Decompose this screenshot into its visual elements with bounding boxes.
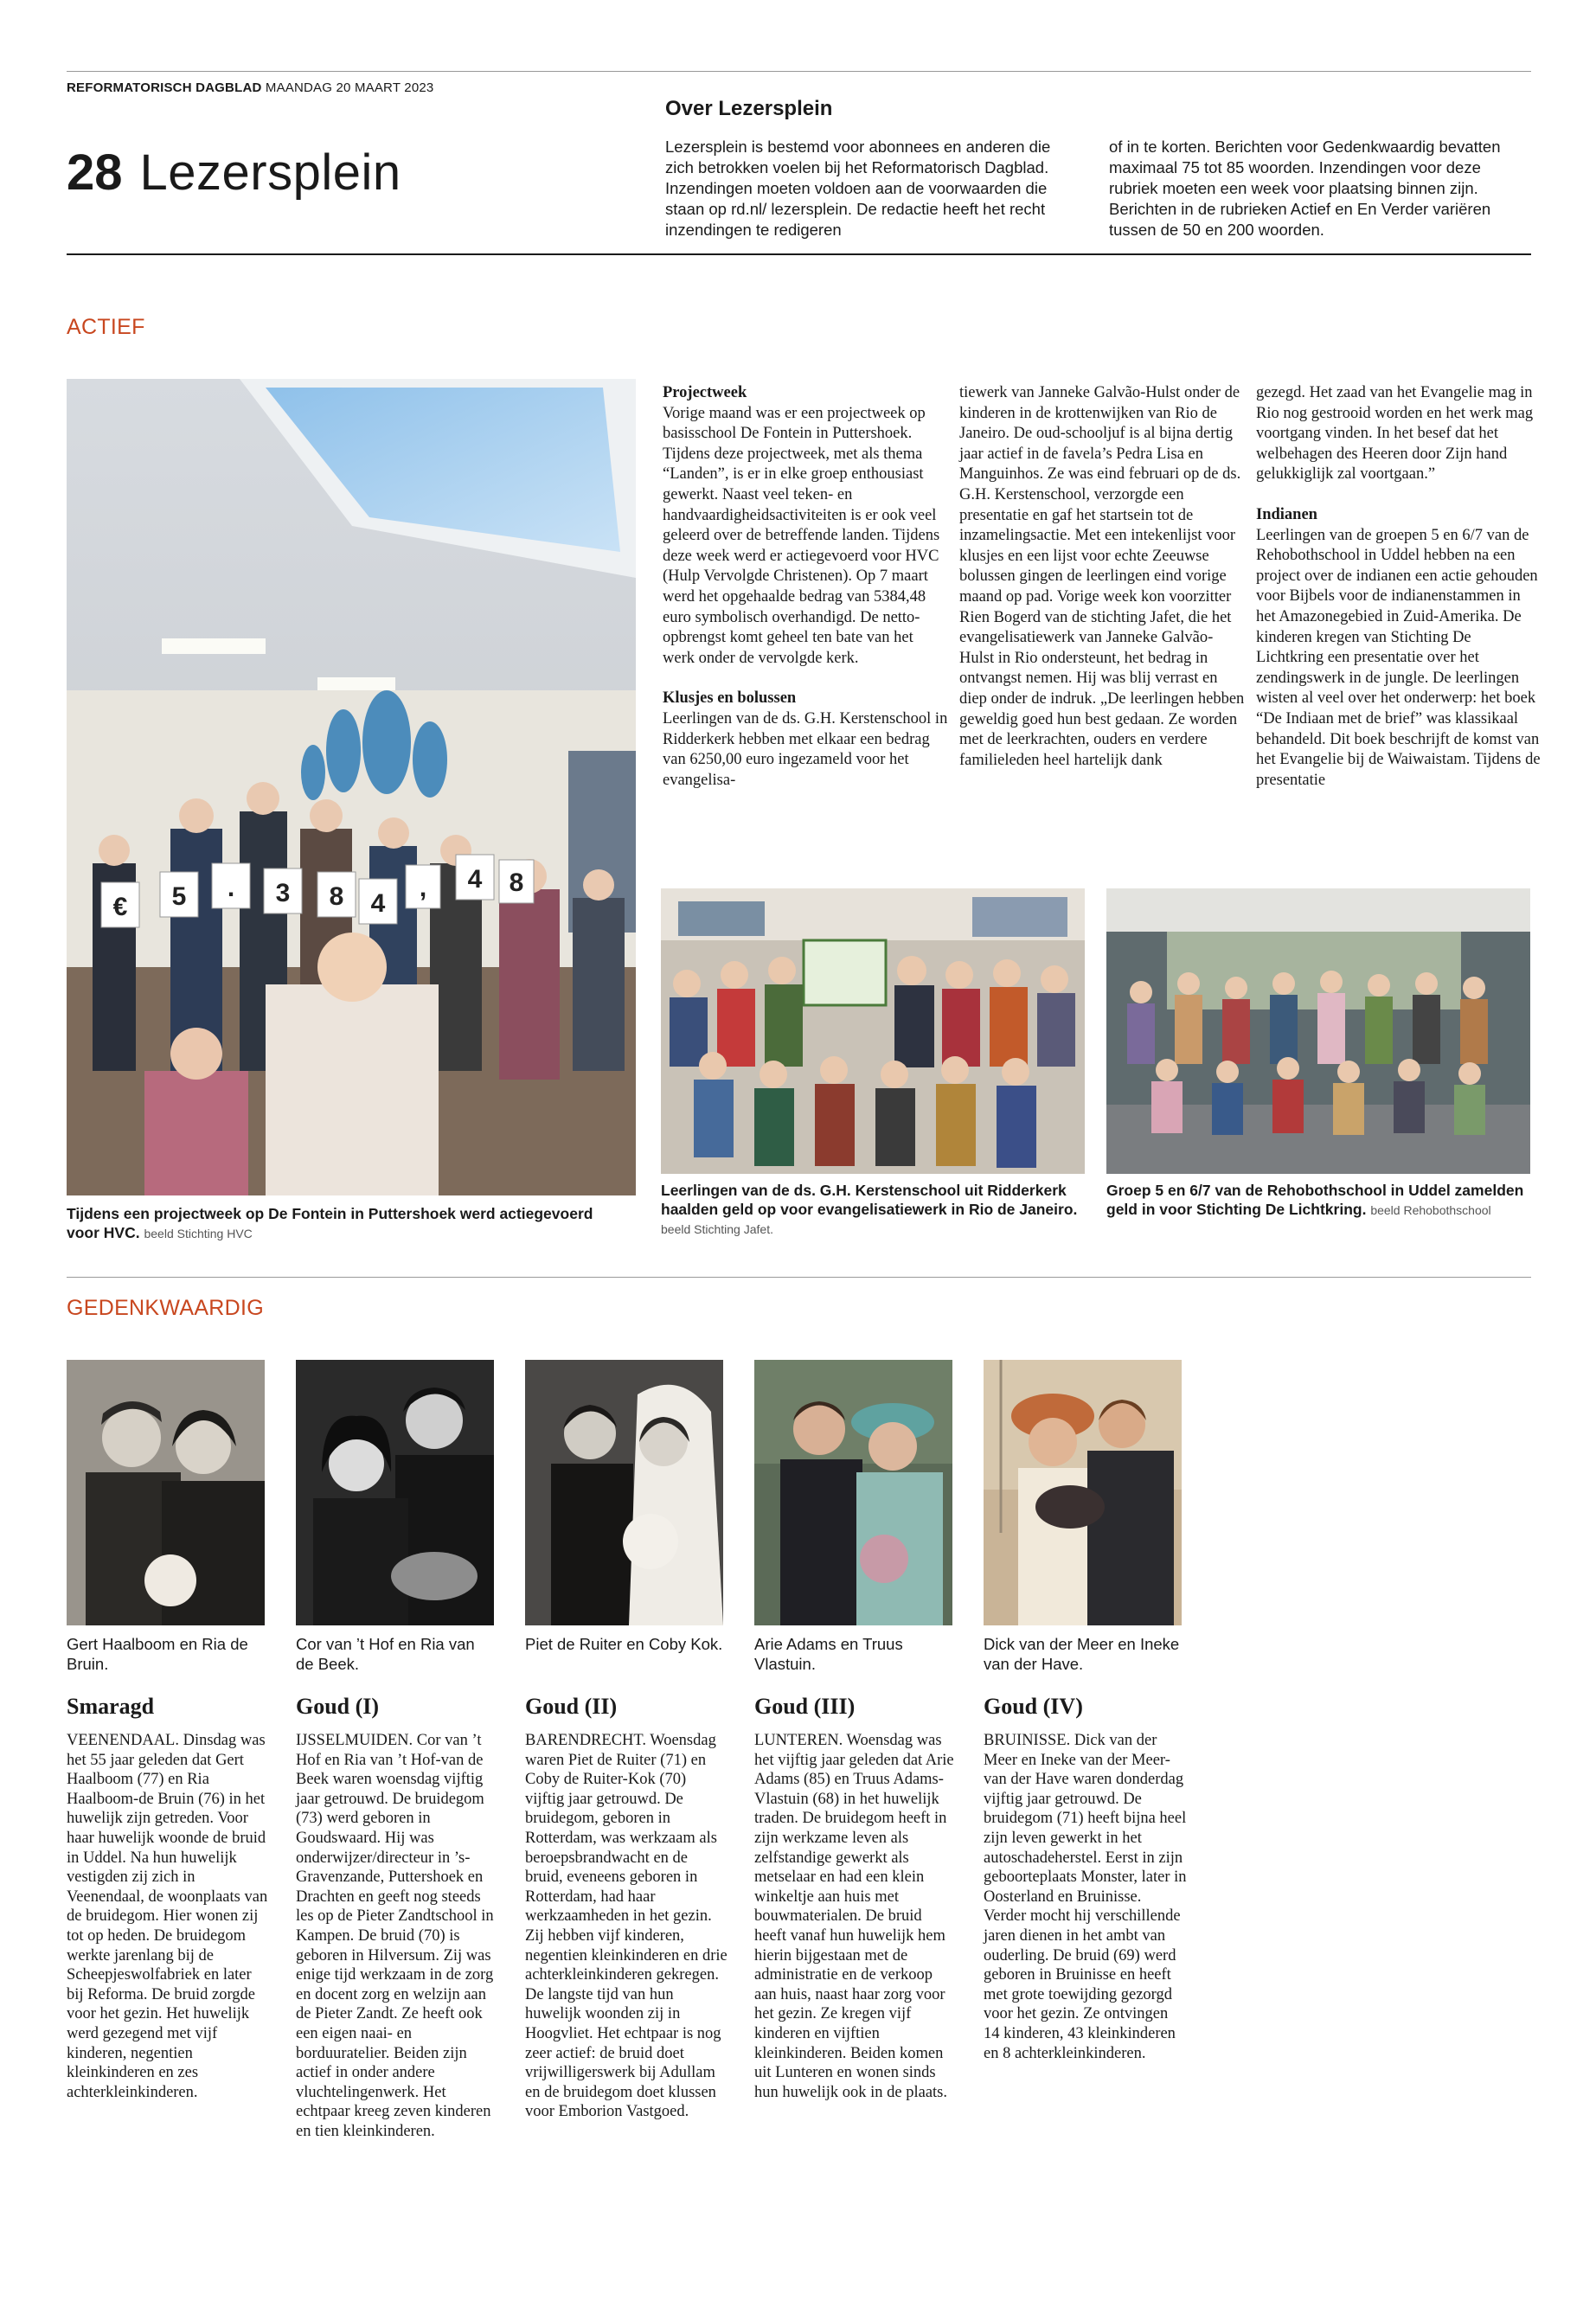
paragraph-klusjes-end: gezegd. Het zaad van het Evangelie mag in Rio nog gestrooid worden en het werk mag voortgang vinden. In het besef dat het welbehagen des Heeren door Zijn hand gelukkiglijk zal voortgaan.” xyxy=(1256,384,1534,484)
main-photo-caption xyxy=(67,1204,620,1243)
wedding-photo-haalboom xyxy=(67,1360,265,1625)
sign-letter: 4 xyxy=(467,865,483,894)
section-label-actief: ACTIEF xyxy=(67,315,145,339)
masthead-date: MAANDAG 20 MAART 2023 xyxy=(265,80,434,95)
photo-rehobothschool xyxy=(1106,888,1530,1174)
anniversary-title-5: Goud (IV) xyxy=(984,1694,1083,1719)
anniversary-title-1: Smaragd xyxy=(67,1694,155,1719)
paragraph-projectweek: Vorige maand was er een projectweek op basisschool De Fontein in Puttershoek. Tijdens deze projectweek, met als thema “Landen”, is er in elke groep enthousiast gewerkt. Naast veel teken- en handvaardigheidsactiviteiten is er ook veel geleerd over de betreffende landen. Tijdens deze week werd er actiegevoerd voor HVC (Hulp Vervolgde Christenen). Op 7 maart werd het opgehaalde bedrag van 5384,48 euro symbolisch overhandigd. De netto-opbrengst komt geheel ten bate van het werk onder de vervolgde kerk. xyxy=(663,404,940,667)
wedding-caption-5: Dick van der Meer en Ineke van der Have. xyxy=(984,1635,1180,1673)
paragraph-klusjes-cont: tiewerk van Janneke Galvão-Hulst onder de kinderen in de krottenwijken van Rio de Janeiro. De oud-schooljuf is al bijna dertig jaar actief in de favela’s Pedra Lisa en Manguinhos. Ze was eind februari op de ds. G.H. Kerstenschool, verzorgde een presentatie en gaf het startsein tot de inzamelingsactie. Met een intekenlijst voor klusjes en een lijst voor echte Zeeuwse bolussen gingen de leerlingen eind vorige maand op pad. Vorige week kon voorzitter Rien Bogerd van de stichting Jafet, die het evangelisatiewerk van Janneke Galvão-Hulst in Rio ondersteunt, het bedrag in ontvangst nemen. Hij was blij verrast en diep onder de indruk. „De leerlingen hebben geweldig goed hun best gedaan. Ze worden met de leerkrachten, ouders en verdere familieleden heel hartelijk dank xyxy=(959,384,1245,769)
actief-column-2 xyxy=(959,383,1245,771)
anniversary-text-1: VEENENDAAL. Dinsdag was het 55 jaar geleden dat Gert Haalboom (77) en Ria Haalboom-de Bruin (76) in het huwelijk zijn getreden. Voor haar huwelijk woonde de bruid in Uddel. Na hun huwelijk vestigden zij zich in Veenendaal, de woonplaats van de bruidegom. Hier wonen zij tot op heden. De bruidegom werkte jarenlang bij de Scheepjeswolfabriek en later bij Reforma. De bruid zorgde voor het gezin. Het huwelijk werd gezegend met vijf kinderen, negentien kleinkinderen en zes achterkleinkinderen. xyxy=(67,1732,268,2101)
main-photo-caption-text: Tijdens een projectweek op De Fontein in Puttershoek werd actiegevoerd voor HVC. xyxy=(67,1205,593,1241)
wedding-photo-adams xyxy=(754,1360,952,1625)
group-photo-icon xyxy=(1106,888,1530,1174)
group-photo-icon xyxy=(661,888,1085,1174)
wedding-caption-3: Piet de Ruiter en Coby Kok. xyxy=(525,1635,723,1653)
top-divider xyxy=(67,71,1531,72)
photo-rehobothschool-credit: beeld Rehobothschool xyxy=(1370,1203,1491,1217)
masthead-paper: REFORMATORISCH DAGBLAD xyxy=(67,80,262,95)
wedding-photo-icon xyxy=(984,1360,1182,1625)
over-text-col2: of in te korten. Berichten voor Gedenkwaardig bevatten maximaal 75 tot 85 woorden. Inzendingen voor deze rubriek moeten een week voor plaatsing binnen zijn. Berichten in de rubrieken Actief en En Verder variëren tussen de 50 en 200 woorden. xyxy=(1109,138,1501,239)
wedding-photo-de-ruiter xyxy=(525,1360,723,1625)
photo-rehobothschool-caption xyxy=(1106,1181,1530,1220)
anniversary-text-5: BRUINISSE. Dick van der Meer en Ineke van der Meer-van der Have waren donderdag vijftig jaar getrouwd. De bruidegom (71) heeft bijna heel zijn leven gewerkt in het autoschadeherstel. Eerst in zijn geboorteplaats Monster, later in Oosterland en Bruinisse. Verder mocht hij verschillende jaren dienen in het ambt van ouderling. De bruid (69) werd geboren in Bruinisse en heeft met grote toewijding gezorgd voor het gezin. Ze ontvingen 14 kinderen, 43 kleinkinderen en 8 achterkleinkinderen. xyxy=(984,1732,1187,2062)
sign-letter: 4 xyxy=(370,889,386,918)
anniversary-title-2: Goud (I) xyxy=(296,1694,380,1719)
anniversary-text-2: IJSSELMUIDEN. Cor van ’t Hof en Ria van ’t Hof-van de Beek waren woensdag vijftig jaar getrouwd. De bruidegom (73) werd geboren in Goudswaard. Hij was onderwijzer/directeur in ’s-Gravenzande, Puttershoek en Drachten en geeft nog steeds les op de Pieter Zandtschool in Kampen. De bruid (70) is geboren in Hilversum. Zij was enige tijd werkzaam in de zorg en docent zorg en welzijn aan de Pieter Zandt. Ze heeft ook een eigen naai- en borduuratelier. Beiden zijn actief in onder andere vluchtelingenwerk. Het echtpaar kreeg zeven kinderen en tien kleinkinderen. xyxy=(296,1732,494,2140)
section-label-gedenkwaardig: GEDENKWAARDIG xyxy=(67,1296,264,1320)
sign-letter: 8 xyxy=(329,882,344,911)
over-text-col1: Lezersplein is bestemd voor abonnees en anderen die zich betrokken voelen bij het Reformatorisch Dagblad. Inzendingen moeten voldoen aan de voorwaarden die staan op rd.nl/ lezersplein. De redactie heeft het recht inzendingen te redigeren xyxy=(665,138,1051,239)
anniversary-text-3: BARENDRECHT. Woensdag waren Piet de Ruiter (71) en Coby de Ruiter-Kok (70) vijftig jaar getrouwd. De bruidegom, geboren in Rotterdam, was werkzaam als beroepsbrandwacht en de bruid, eveneens geboren in Rotterdam, had haar werkzaamheden in het gezin. Zij hebben vijf kinderen, negentien kleinkinderen en drie achterkleinkinderen gekregen. De langste tijd van hun huwelijk woonden zij in Hoogvliet. Het echtpaar is nog zeer actief: de bruid doet vrijwilligerswerk bij Adullam en de bruidegom doet klussen voor Emborion Vastgoed. xyxy=(525,1732,727,2121)
heading-projectweek: Projectweek xyxy=(663,384,747,401)
photo-rehobothschool-caption-text: Groep 5 en 6/7 van de Rehobothschool in Uddel zamelden geld in voor Stichting De Lichtkring. xyxy=(1106,1182,1524,1218)
wedding-caption-4: Arie Adams en Truus Vlastuin. xyxy=(754,1635,903,1673)
actief-column-3 xyxy=(1256,383,1542,791)
paragraph-indianen: Leerlingen van de groepen 5 en 6/7 van de Rehobothschool in Uddel hebben na een project over de indianen een actie gehouden voor Bijbels voor de indianenstammen in het Amazonegebied in Zuid-Amerika. De kinderen kregen van Stichting De Lichtkring een presentatie over het zendingswerk in de jungle. De leerlingen wisten al veel over het onderwerp: het boek “De Indiaan met de brief” was klassikaal behandeld. Dit boek beschrijft de komst van het Evangelie bij de Waiwaistam. Tijdens de presentatie xyxy=(1256,526,1541,789)
anniversary-title-4: Goud (III) xyxy=(754,1694,856,1719)
section-title: Lezersplein xyxy=(139,144,401,201)
header-divider xyxy=(67,253,1531,255)
wedding-photo-icon xyxy=(525,1360,723,1625)
wedding-caption-1: Gert Haalboom en Ria de Bruin. xyxy=(67,1635,248,1673)
sign-letter: € xyxy=(112,893,128,921)
page-heading xyxy=(67,144,401,202)
sign-letter: . xyxy=(227,874,235,902)
sign-letter: 5 xyxy=(171,882,187,911)
photo-kerstenschool-caption xyxy=(661,1181,1085,1239)
over-title: Over Lezersplein xyxy=(665,97,833,120)
wedding-photo-icon xyxy=(754,1360,952,1625)
wedding-photo-icon xyxy=(296,1360,494,1625)
photo-kerstenschool xyxy=(661,888,1085,1174)
wedding-photo-icon xyxy=(67,1360,265,1625)
anniversary-title-3: Goud (II) xyxy=(525,1694,618,1719)
sign-letter: , xyxy=(419,874,427,902)
main-photo xyxy=(67,379,636,1195)
page-number: 28 xyxy=(67,144,123,201)
wedding-photo-van-t-hof xyxy=(296,1360,494,1625)
heading-klusjes: Klusjes en bolussen xyxy=(663,689,797,708)
heading-indianen: Indianen xyxy=(1256,505,1317,523)
anniversary-text-4: LUNTEREN. Woensdag was het vijftig jaar geleden dat Arie Adams (85) en Truus Adams-Vlastuin (68) in het huwelijk traden. De bruidegom heeft in zijn werkzame leven als zelfstandige gewerkt als metselaar en had een klein winkeltje aan huis met bouwmaterialen. De bruid heeft vanaf hun huwelijk hem hierin bijgestaan met de administratie en de verkoop aan huis, naast haar zorg voor het gezin. Ze kregen vijf kinderen en vijftien kleinkinderen. Beiden komen uit Lunteren en wonen sinds hun huwelijk ook in de plaats. xyxy=(754,1732,954,2101)
wedding-photo-van-der-meer xyxy=(984,1360,1182,1625)
actief-column-1 xyxy=(663,383,948,791)
wedding-caption-2: Cor van ’t Hof en Ria van de Beek. xyxy=(296,1635,475,1673)
section-divider xyxy=(67,1277,1531,1278)
main-photo-credit: beeld Stichting HVC xyxy=(144,1227,253,1240)
sign-letter: 8 xyxy=(509,868,524,897)
photo-kerstenschool-credit: beeld Stichting Jafet. xyxy=(661,1222,773,1236)
photo-kerstenschool-caption-text: Leerlingen van de ds. G.H. Kerstenschool uit Ridderkerk haalden geld op voor evangelisatiewerk in Rio de Janeiro. xyxy=(661,1182,1078,1218)
sign-letter: 3 xyxy=(275,879,291,907)
masthead xyxy=(67,80,433,95)
paragraph-klusjes: Leerlingen van de ds. G.H. Kerstenschool in Ridderkerk hebben met elkaar een bedrag van 6250,00 euro ingezameld voor het evangelisa- xyxy=(663,709,948,789)
classroom-photo-icon xyxy=(67,379,636,1195)
